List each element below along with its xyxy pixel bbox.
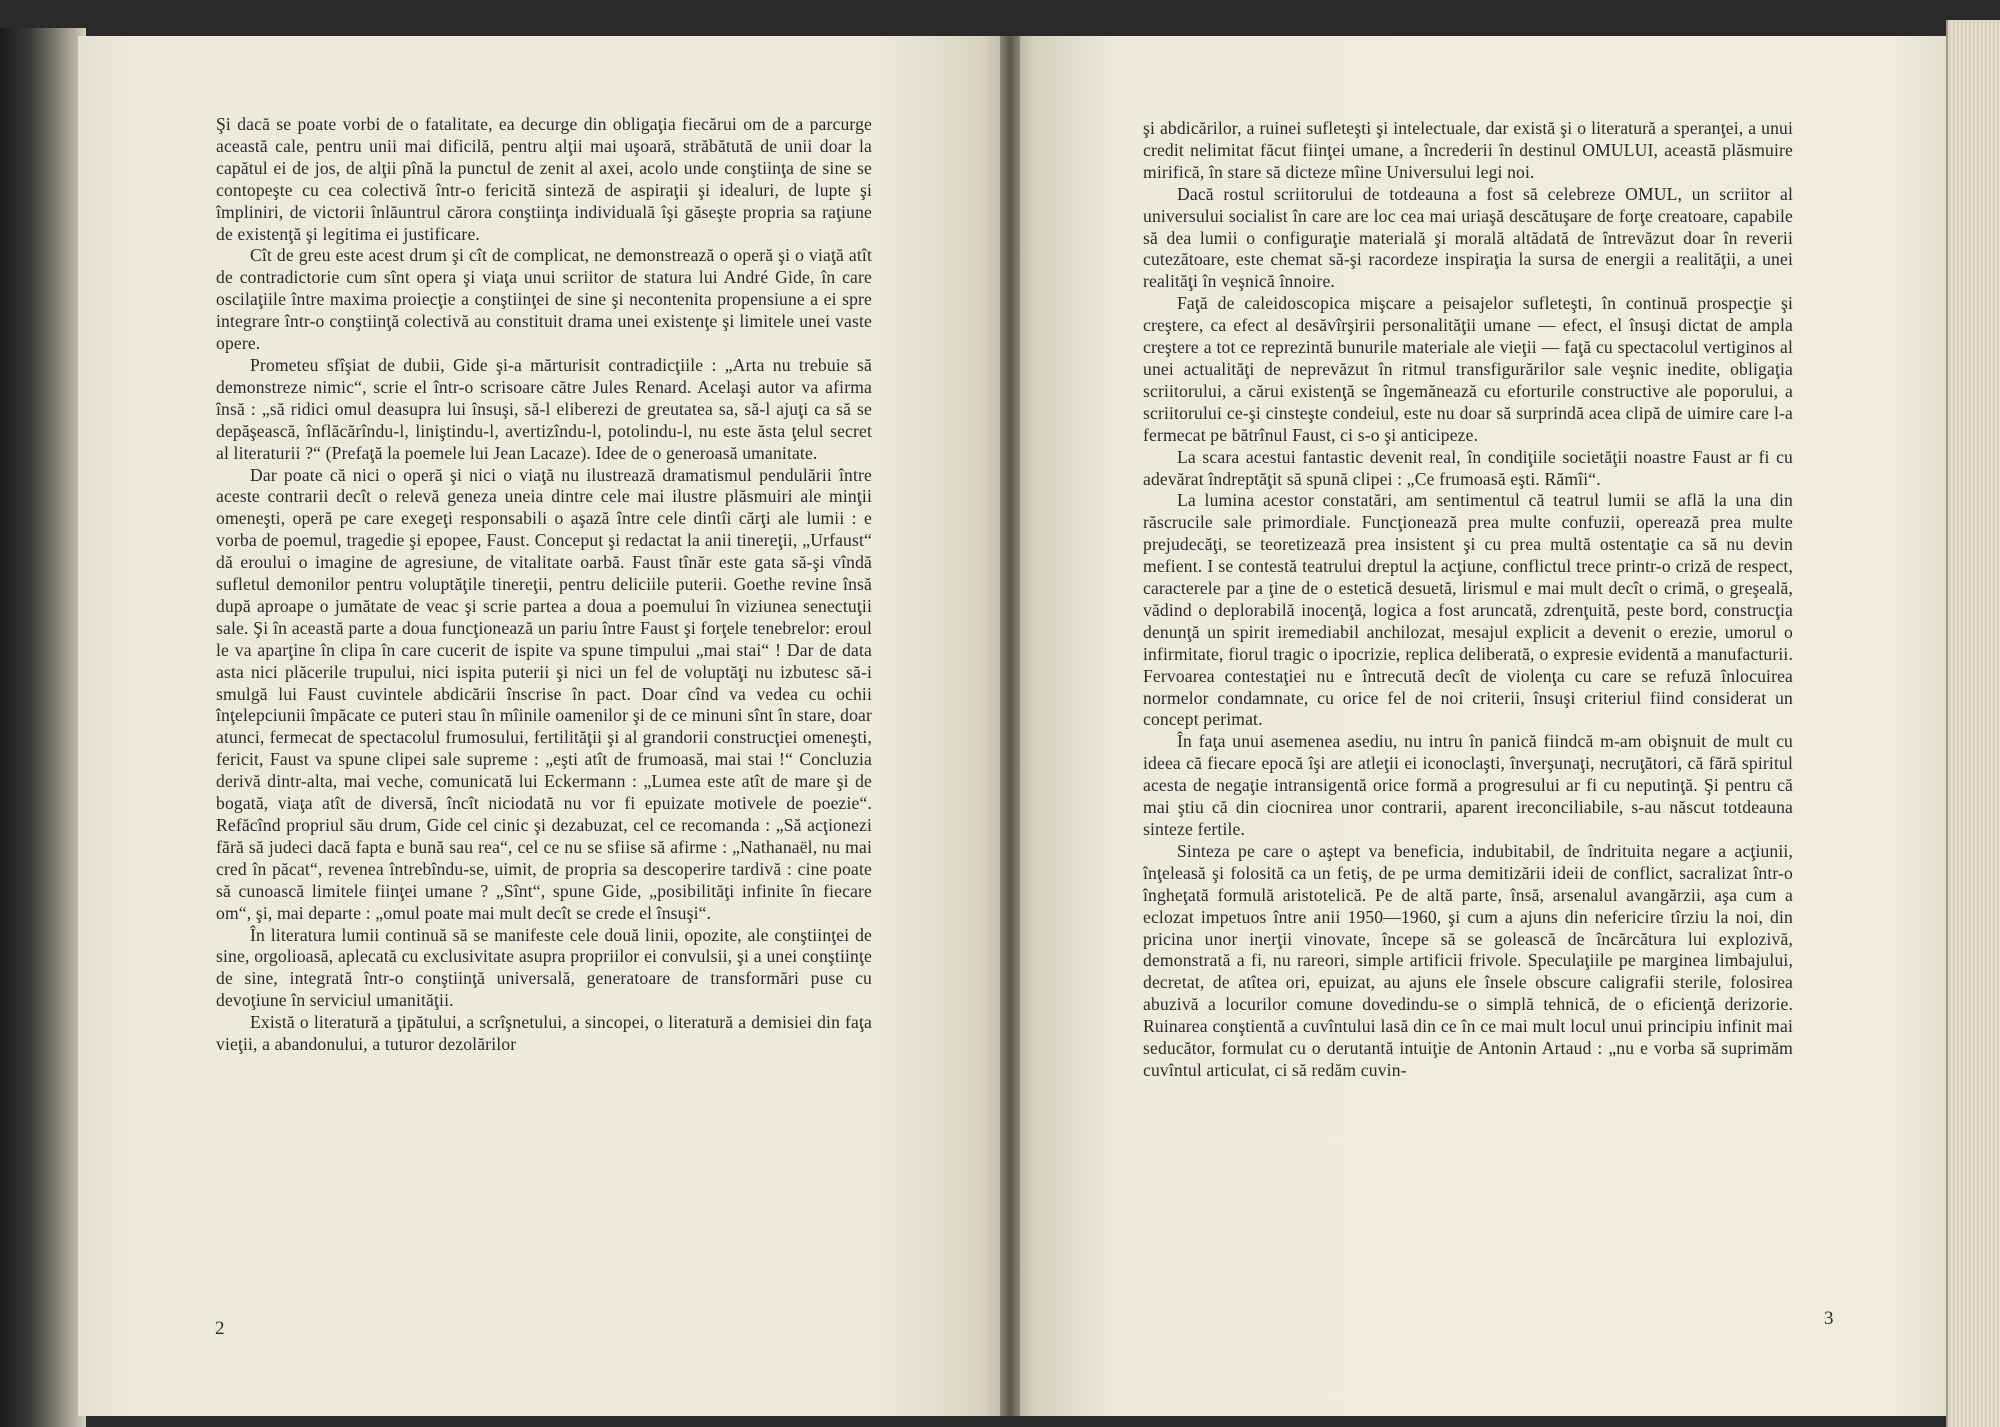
book-gutter (1000, 36, 1020, 1416)
right-page (1006, 36, 1950, 1416)
paragraph: Dar poate că nici o operă şi nici o viaţă nu ilustrează dramatismul pendulării între aceste contrarii decît o relevă geneza uneia dintre cele mai ilustre plăsmuiri ale minţii omeneşti, operă pe care exegeţi responsabili o aşază între cele dintîi cărţi ale lumii : e vorba de poemul, tragedie şi epopee, Faust. Conceput şi redactat la anii tinereţii, „Urfaust“ dă eroului o imagine de agresiune, de vitalitate oarbă. Faust tînăr este gata să-şi vîndă sufletul demonilor pentru voluptăţile tinereţii, pentru deliciile puterii. Goethe revine însă după aproape o jumătate de veac şi scrie partea a doua a poemului în viziunea senectuţii sale. Şi în această parte a doua funcţionează un pariu între Faust şi forţele tenebrelor: eroul le va aparţine în clipa în care cucerit de ispite va spune timpului „mai stai“ ! Dar de data asta nici plăcerile trupului, nici ispita puterii şi nici un fel de voluptăţi nu izbutesc să-i smulgă lui Faust cuvintele abdicării înscrise în pact. Doar cînd va vedea cu ochii înţelepciunii împăcate ce puteri stau în mîinile oamenilor şi de ce minuni sînt în stare, doar atunci, fermecat de spectacolul frumosului, fertilităţii şi al grandorii construcţiei omeneşti, fericit, Faust va spune clipei sale supreme : „eşti atît de frumoasă, mai stai !“ Concluzia derivă dintr-alta, mai veche, comunicată lui Eckermann : „Lumea este atît de mare şi de bogată, viaţa atît de diversă, încît niciodată nu vor fi epuizate motivele de poezie“. Refăcînd propriul său drum, Gide cel cinic şi dezabuzat, cel ce recomanda : „Să acţionezi fără să judeci dacă fapta e bună sau rea“, cel ce nu se sfiise să afirme : „Nathanaël, nu mai cred în păcat“, revenea întrebîndu-se, uimit, de propria sa descoperire tardivă : cine poate să cunoască limitele fiinţei umane ? „Sînt“, spune Gide, „posibilităţi infinite în fiecare om“, şi, mai departe : „omul poate mai mult decît se crede el însuşi“. (216, 464, 872, 923)
paragraph: Există o literatură a ţipătului, a scrîşnetului, a sincopei, o literatură a demisiei din faţa vieţii, a abandonului, a tuturor dezolărilor (216, 1012, 872, 1055)
paragraph: În literatura lumii continuă să se manifeste cele două linii, opozite, ale conştiinţei de sine, orgolioasă, aplecată cu exclusivitate asupra propriilor ei convulsii, şi a unei conştiinţe de sine, integrată într-o conştiinţă universală, generatoare de transformări puse cu devoţiune în serviciul umanităţii. (216, 924, 872, 1011)
page-number: 3 (1824, 1308, 1834, 1329)
left-page-text (216, 114, 872, 1056)
right-page-text (1143, 118, 1793, 1082)
paragraph: şi abdicărilor, a ruinei sufleteşti şi intelectuale, dar există şi o literatură a speranţei, a unui credit nelimitat făcut fiinţei umane, a încrederii în destinul OMULUI, această plăsmuire mirifică, în stare să dicteze mîine Universului legi noi. (1143, 118, 1793, 182)
page-number: 2 (215, 1318, 225, 1339)
paragraph: Faţă de caleidoscopica mişcare a peisajelor sufleteşti, în continuă prospecţie şi creştere, ca efect al desăvîrşirii personalităţii umane — efect, el însuşi dictat de ampla creştere a tot ce reprezintă bunurile materiale ale vieţii — faţă cu spectacolul vertiginos al unei actualităţi de neprevăzut în ritmul transfigurărilor sale veşnic inedite, obligaţia scriitorului, a cărui existenţă se îngemănează cu eforturile constructive ale poporului, a scriitorului ce-şi cinsteşte condeiul, este nu doar să surprindă acea clipă de uimire care l-a fermecat pe bătrînul Faust, ci s-o şi anticipeze. (1143, 293, 1793, 445)
paragraph: Prometeu sfîşiat de dubii, Gide şi-a mărturisit contradicţiile : „Arta nu trebuie să demonstreze nimic“, scrie el într-o scrisoare către Jules Renard. Acelaşi autor va afirma însă : „să ridici omul deasupra lui însuşi, să-l eliberezi de greutatea sa, să-l ajuţi ca să se depăşească, înflăcărîndu-l, liniştindu-l, avertizîndu-l, potolindu-l, nu este ăsta ţelul secret al literaturii ?“ (Prefaţă la poemele lui Jean Lacaze). Idee de o generoasă umanitate. (216, 354, 872, 463)
paragraph: Dacă rostul scriitorului de totdeauna a fost să celebreze OMUL, un scriitor al universului socialist în care are loc cea mai uriaşă descătuşare de forţe creatoare, capabile să dea lumii o configuraţie materială şi morală altădată de întrevăzut doar în reverii cutezătoare, este chemat să-şi racordeze inspiraţia la sursa de energii a realităţii, a unei realităţi în veşnică înnoire. (1143, 183, 1793, 292)
book-page-edges (1946, 20, 2000, 1427)
paragraph: În faţa unui asemenea asediu, nu intru în panică fiindcă m-am obişnuit de mult cu ideea că fiecare epocă îşi are atleţii ei iconoclaşti, înverşunaţi, necruţători, că fără spiritul acesta de negaţie intransigentă orice formă a progresului ar fi cu neputinţă. Şi pentru că mai ştiu că din ciocnirea unor contrarii, aparent ireconciliabile, s-au născut totdeauna sinteze fertile. (1143, 731, 1793, 839)
paragraph: Şi dacă se poate vorbi de o fatalitate, ea decurge din obligaţia fiecărui om de a parcurge această cale, pentru unii mai dificilă, pentru alţii mai uşoară, străbătută de unii doar la capătul ei de jos, de alţii pînă la punctul de zenit al axei, acolo unde conştiinţa de sine se contopeşte cu cea colectivă într-o fericită sinteză de aspiraţii şi idealuri, de lupte şi împliniri, de victorii înlăuntrul cărora conştiinţa individuală îşi găseşte propria sa raţiune de existenţă şi legitima ei justificare. (216, 114, 872, 244)
left-page (78, 36, 1010, 1416)
book-cover-shadow (0, 28, 86, 1427)
paragraph: La scara acestui fantastic devenit real, în condiţiile societăţii noastre Faust ar fi cu adevărat îndreptăţit să spună clipei : „Ce frumoasă eşti. Rămîi“. (1143, 446, 1793, 489)
paragraph: Sinteza pe care o aştept va beneficia, indubitabil, de îndrituita negare a acţiunii, înţeleasă şi folosită ca un fetiş, de pe urma demitizării ideii de conflict, sacralizat într-o îngheţată formulă aristotelică. Pe de altă parte, însă, arsenalul avangărzii, aşa cum a eclozat impetuos între anii 1950—1960, şi cum a ajuns din nefericire tîrziu la noi, din pricina unor inerţii vinovate, începe să se golească de încărcătura lui explozivă, demonstrată a fi, nu rareori, simple artificii frivole. Speculaţiile pe marginea limbajului, decretat, de atîtea ori, epuizat, au ajuns ele însele obscure caligrafii sterile, folosirea abuzivă a locurilor comune dovedindu-se o simplă tehnică, de o eficienţă derizorie. Ruinarea conştientă a cuvîntului lasă din ce în ce mai mult locul unui principiu infinit mai seducător, formulat cu o derutantă intuiţie de Antonin Artaud : „nu e vorba să suprimăm cuvîntul articulat, ci să redăm cuvin- (1143, 840, 1793, 1080)
paragraph: La lumina acestor constatări, am sentimentul că teatrul lumii se află la una din răscrucile sale primordiale. Funcţionează prea multe confuzii, operează prea multe prejudecăţi, se teoretizează prea insistent şi cu prea multă ostentaţie ca să nu devin mefient. I se contestă teatrului dreptul la acţiune, conflictul trece printr-o criză de respect, caracterele par a ţine de o estetică desuetă, lirismul e mai mult decît o crimă, o greşeală, vădind o deplorabilă inocenţă, logica a fost aruncată, zdrenţuită, peste bord, construcţia denunţă un spirit iremediabil anchilozat, mesajul explicit a devenit o erezie, umorul o infirmitate, fiorul tragic o ipocrizie, replica deliberată, o expresie evidentă a manufacturii. Fervoarea contestaţiei nu e întrecută decît de violenţa cu care se refuză înlocuirea normelor condamnate, cu orice fel de noi criterii, însuşi criteriul fiind considerat un concept perimat. (1143, 490, 1793, 730)
paragraph: Cît de greu este acest drum şi cît de complicat, ne demonstrează o operă şi o viaţă atît de contradictorie cum sînt opera şi viaţa unui scriitor de statura lui André Gide, în care oscilaţiile între maxima proiecţie a conştiinţei de sine şi necontenita propensiune a ei spre integrare într-o conştiinţă colectivă au constituit drama unei existenţe şi limitele unei vaste opere. (216, 245, 872, 354)
